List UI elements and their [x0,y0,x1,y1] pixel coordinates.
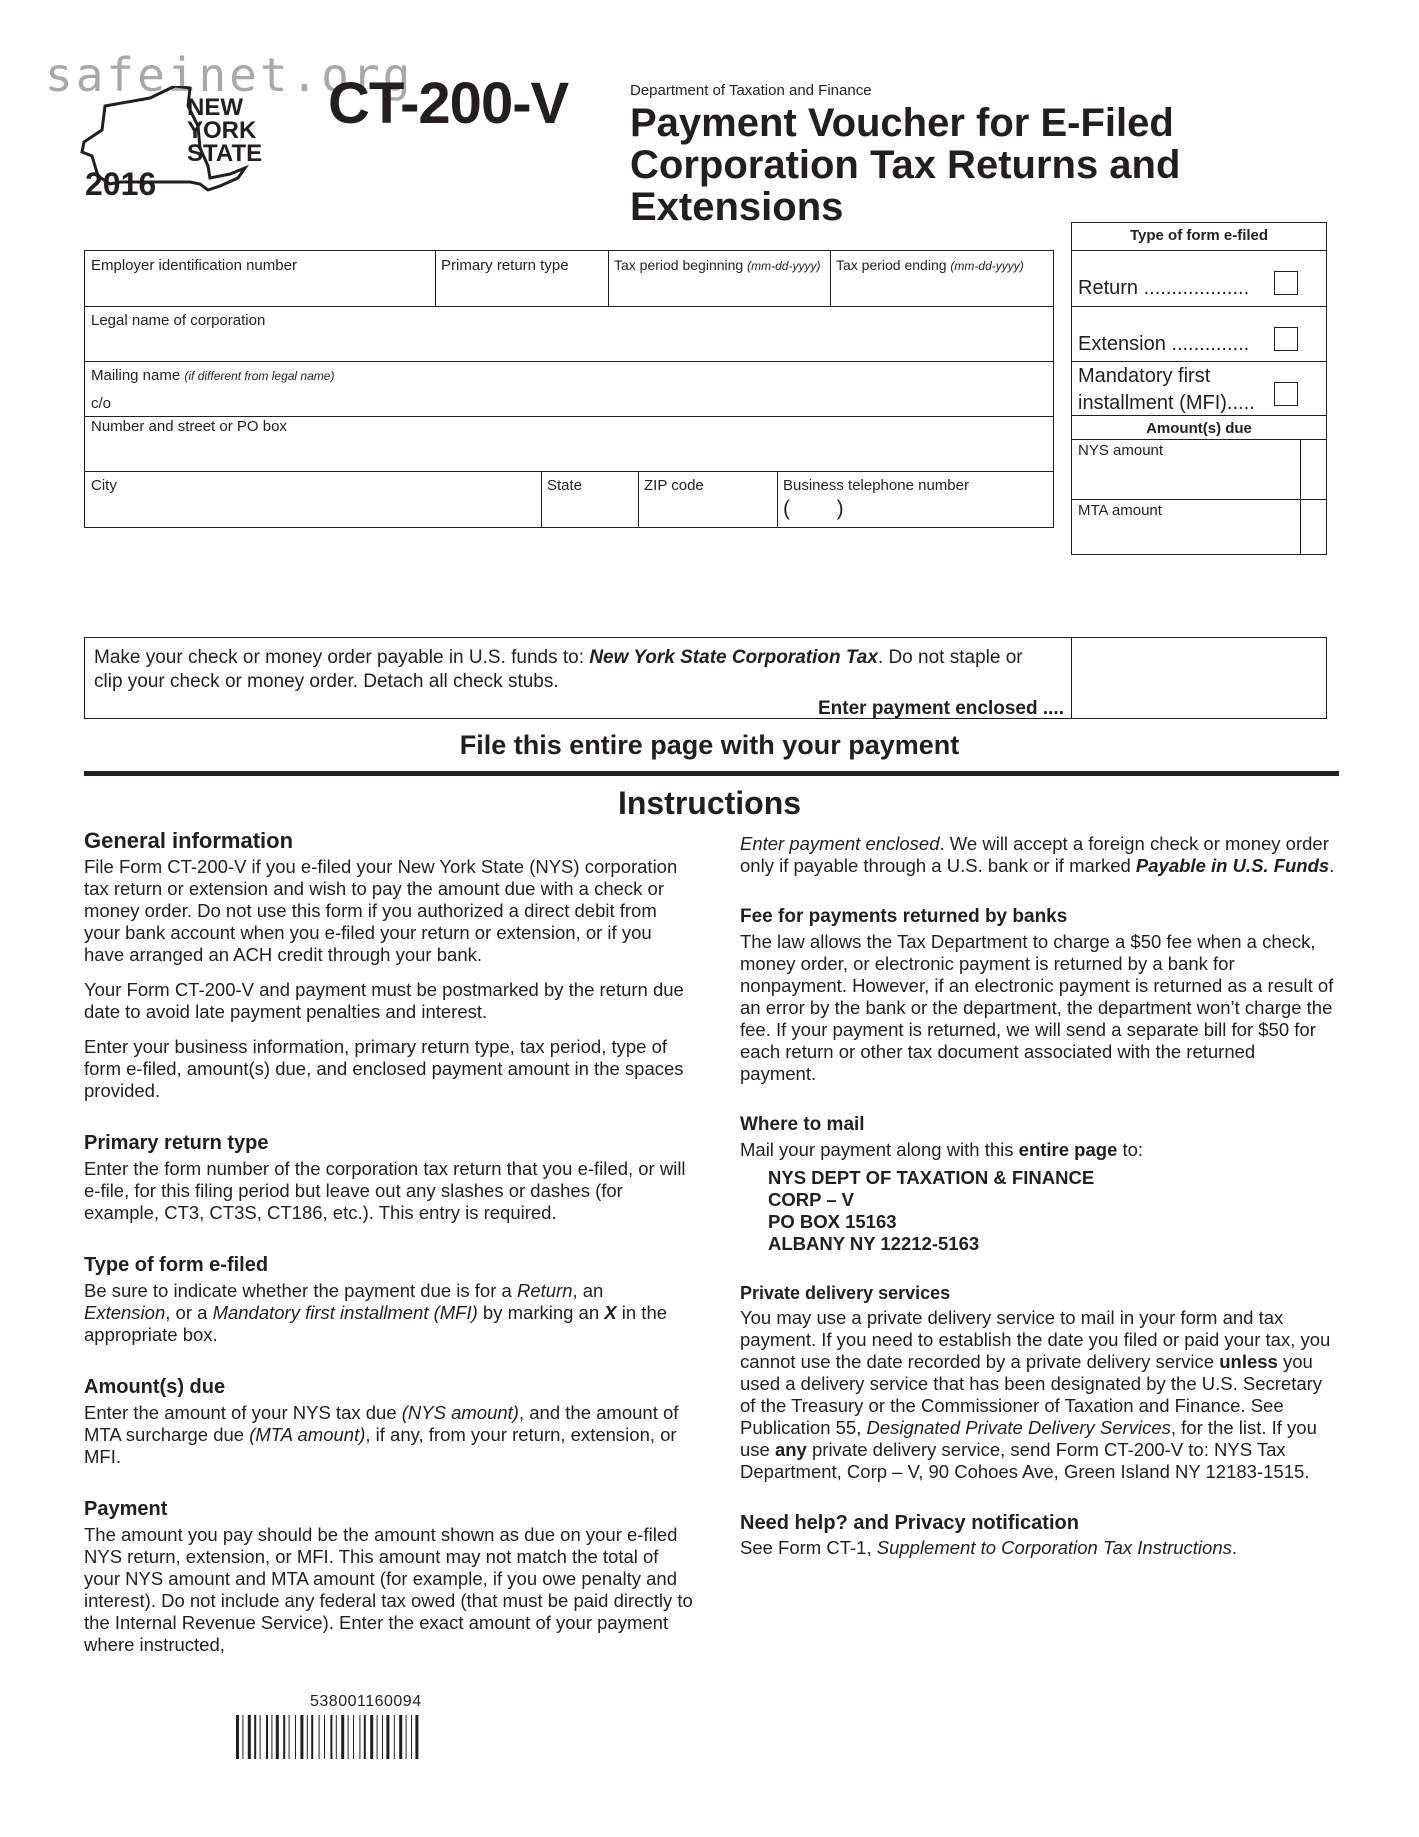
enter-payment-label: Enter payment enclosed .... [817,698,1064,719]
tax-period-ending-field[interactable] [830,251,1055,306]
mailing-name-note: (if different from legal name) [184,369,335,383]
primary-return-type-label: Primary return type [441,257,569,274]
type-of-form-header: Type of form e-filed [1129,227,1269,244]
tax-period-beginning-text: Tax period beginning [614,257,744,273]
general-information-heading: General information [84,828,294,853]
watermark: safeinet.org [45,48,414,102]
where-to-mail-heading: Where to mail [740,1114,865,1135]
legal-name-field[interactable] [85,306,1055,361]
payment-section [84,1496,694,1656]
mfi-checkbox[interactable] [1274,382,1298,406]
mta-amount-label: MTA amount [1078,502,1162,519]
return-option-label: Return ................... [1078,277,1250,299]
zip-label: ZIP code [644,477,704,494]
need-help-paragraph: See Form CT-1, Supplement to Corporation Tax Instructions. [740,1537,1237,1558]
department-name: Department of Taxation and Finance [630,82,872,99]
primary-return-type-field[interactable] [435,251,608,306]
phone-field[interactable] [777,471,1055,528]
barcode-icon [236,1715,506,1759]
care-of-label: c/o [91,395,112,412]
logo-wordmark [187,96,262,165]
where-to-mail-paragraph: Mail your payment along with this entire page to: [740,1139,1144,1160]
instructions-left-column [84,828,694,1656]
private-delivery-section [740,1281,1335,1483]
legal-name-label: Legal name of corporation [91,312,266,329]
general-information-paragraph-2: Your Form CT-200-V and payment must be postmarked by the return due date to avoid late payment penalties and interest. [84,979,684,1022]
city-label: City [91,477,117,494]
payment-heading: Payment [84,1498,168,1520]
mailing-address-line-4: ALBANY NY 12212-5163 [768,1233,980,1254]
payment-continued [740,833,1335,877]
state-field[interactable] [541,471,638,528]
logo-line-new: NEW [187,94,243,121]
city-field[interactable] [85,471,541,528]
taxpayer-info-grid [84,250,1054,528]
need-help-heading: Need help? and Privacy notification [740,1512,1079,1534]
instructions-title: Instructions [617,785,802,821]
extension-checkbox[interactable] [1274,327,1298,351]
returned-payment-fee-section [740,905,1335,1085]
mailing-address [768,1167,1335,1255]
mfi-label-line-2: installment (MFI)..... [1078,392,1255,414]
general-information-section [84,828,694,1102]
type-of-form-paragraph: Be sure to indicate whether the payment due is for a Return, an Extension, or a Mandatory first installment (MFI) by marking an X in the appropriate box. [84,1280,668,1345]
payment-paragraph: The amount you pay should be the amount shown as due on your e-filed NYS return, extension, or MFI. This amount may not match the total of your NYS amount and MTA amount (for example, if you owe penalty and interest). Do not include any federal tax owed (that must be paid directly to the Internal Revenue Service). Enter the exact amount of your payment where instructed, [84,1524,693,1655]
mailing-name-field[interactable] [85,361,1055,416]
type-of-form-heading: Type of form e-filed [84,1254,269,1276]
instructions-right-column [740,833,1335,1559]
primary-return-type-paragraph: Enter the form number of the corporation tax return that you e-filed, or will e-file, for this filing period but leave out any slashes or dashes (for example, CT3, CT3S, CT186, etc.). This entry is required. [84,1158,686,1223]
logo-year: 2016 [85,166,157,202]
tax-period-ending-text: Tax period ending [836,257,947,273]
mfi-label-line-1: Mandatory first [1078,365,1211,387]
returned-payment-fee-paragraph: The law allows the Tax Department to charge a $50 fee when a check, money order, or electronic payment is returned by a bank for nonpayment. However, if an electronic payment is returned as a result of an error by the bank or the department, the department won’t charge the fee. If your payment is returned, we will send a separate bill for $50 for each return or other tax document associated with the returned payment. [740,931,1334,1084]
mailing-address-line-2: CORP – V [768,1189,855,1210]
amounts-due-header: Amount(s) due [1146,420,1252,437]
logo-line-state: STATE [187,140,263,167]
enter-payment-enclosed-phrase: Enter payment enclosed [740,833,940,854]
zip-field[interactable] [638,471,777,528]
type-of-form-box [1071,222,1327,555]
tax-period-ending-label [836,257,1024,273]
payment-instructions-text [94,646,1054,694]
form-title-line-2: Corporation Tax Returns and [630,143,1181,187]
returned-payment-fee-heading: Fee for payments returned by banks [740,906,1068,927]
ein-label: Employer identification number [91,257,297,274]
type-of-form-section [84,1252,694,1346]
mta-amount-field[interactable] [1072,499,1328,555]
phone-label: Business telephone number [783,477,969,494]
private-delivery-heading: Private delivery services [740,1283,951,1303]
general-information-paragraph-1: File Form CT-200-V if you e-filed your New York State (NYS) corporation tax return or extension and wish to pay the amount due with a check or money order. Do not use this form if you authorized a direct debit from your bank account when you e-filed your return or extension, or if you have arranged an ACH credit through your bank. [84,856,678,965]
private-delivery-paragraph: You may use a private delivery service to mail in your form and tax payment. If you need to establish the date you filed or paid your tax, you cannot use the date recorded by a private delivery service unless you used a delivery service that has been designated by the U.S. Secretary of the Treasury or the Commissioner of Taxation and Finance. See Publication 55, Designated Private Delivery Services, for the list. If you use any private delivery service, send Form CT-200-V to: NYS Tax Department, Corp – V, 90 Cohoes Ave, Green Island NY 12183-1515. [740,1307,1331,1482]
primary-return-type-heading: Primary return type [84,1132,269,1154]
amounts-due-section [84,1374,694,1468]
return-checkbox[interactable] [1274,271,1298,295]
state-label: State [547,477,583,494]
general-information-paragraph-3: Enter your business information, primary return type, tax period, type of form e-filed, amount(s) due, and enclosed payment amount in the spaces provided. [84,1036,684,1101]
extension-option-label: Extension .............. [1078,333,1250,355]
divider-rule [84,771,1339,776]
phone-area-code-parens: ( ) [783,497,844,520]
payment-enclosed-field[interactable] [1072,638,1327,718]
form-number: CT-200-V [328,71,569,136]
payment-text-part-a: Make your check or money order payable in U.S. funds to: [94,647,590,668]
nys-amount-field[interactable] [1072,439,1328,499]
primary-return-type-section [84,1130,694,1224]
form-title [630,102,1270,228]
tax-period-beginning-label [614,257,820,273]
payee-name: New York State Corporation Tax [589,647,878,668]
mailing-name-text: Mailing name [91,367,181,384]
nys-amount-label: NYS amount [1078,442,1164,459]
tax-period-ending-format: (mm-dd-yyyy) [950,259,1024,273]
where-to-mail-section [740,1113,1335,1255]
amounts-due-paragraph: Enter the amount of your NYS tax due (NYS amount), and the amount of MTA surcharge due (MTA amount), if any, from your return, extension, or MFI. [84,1402,679,1467]
payment-text-part-b: . Do not staple or clip your check or money order. Detach all check stubs. [94,647,1023,692]
mailing-address-line-3: PO BOX 15163 [768,1211,897,1232]
form-title-line-1: Payment Voucher for E-Filed [630,101,1174,145]
street-field[interactable] [85,416,1055,471]
payment-enclosed-box [84,637,1327,719]
amounts-due-heading: Amount(s) due [84,1376,226,1398]
tax-period-beginning-format: (mm-dd-yyyy) [747,259,821,273]
mailing-name-label [91,367,334,384]
tax-period-beginning-field[interactable] [608,251,830,306]
need-help-section [740,1511,1335,1559]
file-entire-page-notice: File this entire page with your payment [459,730,960,760]
form-title-line-3: Extensions [630,185,844,229]
mfi-option-label [1078,363,1255,417]
logo-line-york: YORK [187,117,257,144]
new-york-state-logo [80,86,290,201]
mailing-address-line-1: NYS DEPT OF TAXATION & FINANCE [768,1167,1095,1188]
ein-field[interactable] [85,251,435,306]
barcode-number: 538001160094 [310,1693,422,1710]
payment-paragraph-continued: Enter payment enclosed. We will accept a foreign check or money order only if payable through a U.S. bank or if marked Payable in U.S. Funds. [740,833,1335,876]
street-label: Number and street or PO box [91,418,287,435]
